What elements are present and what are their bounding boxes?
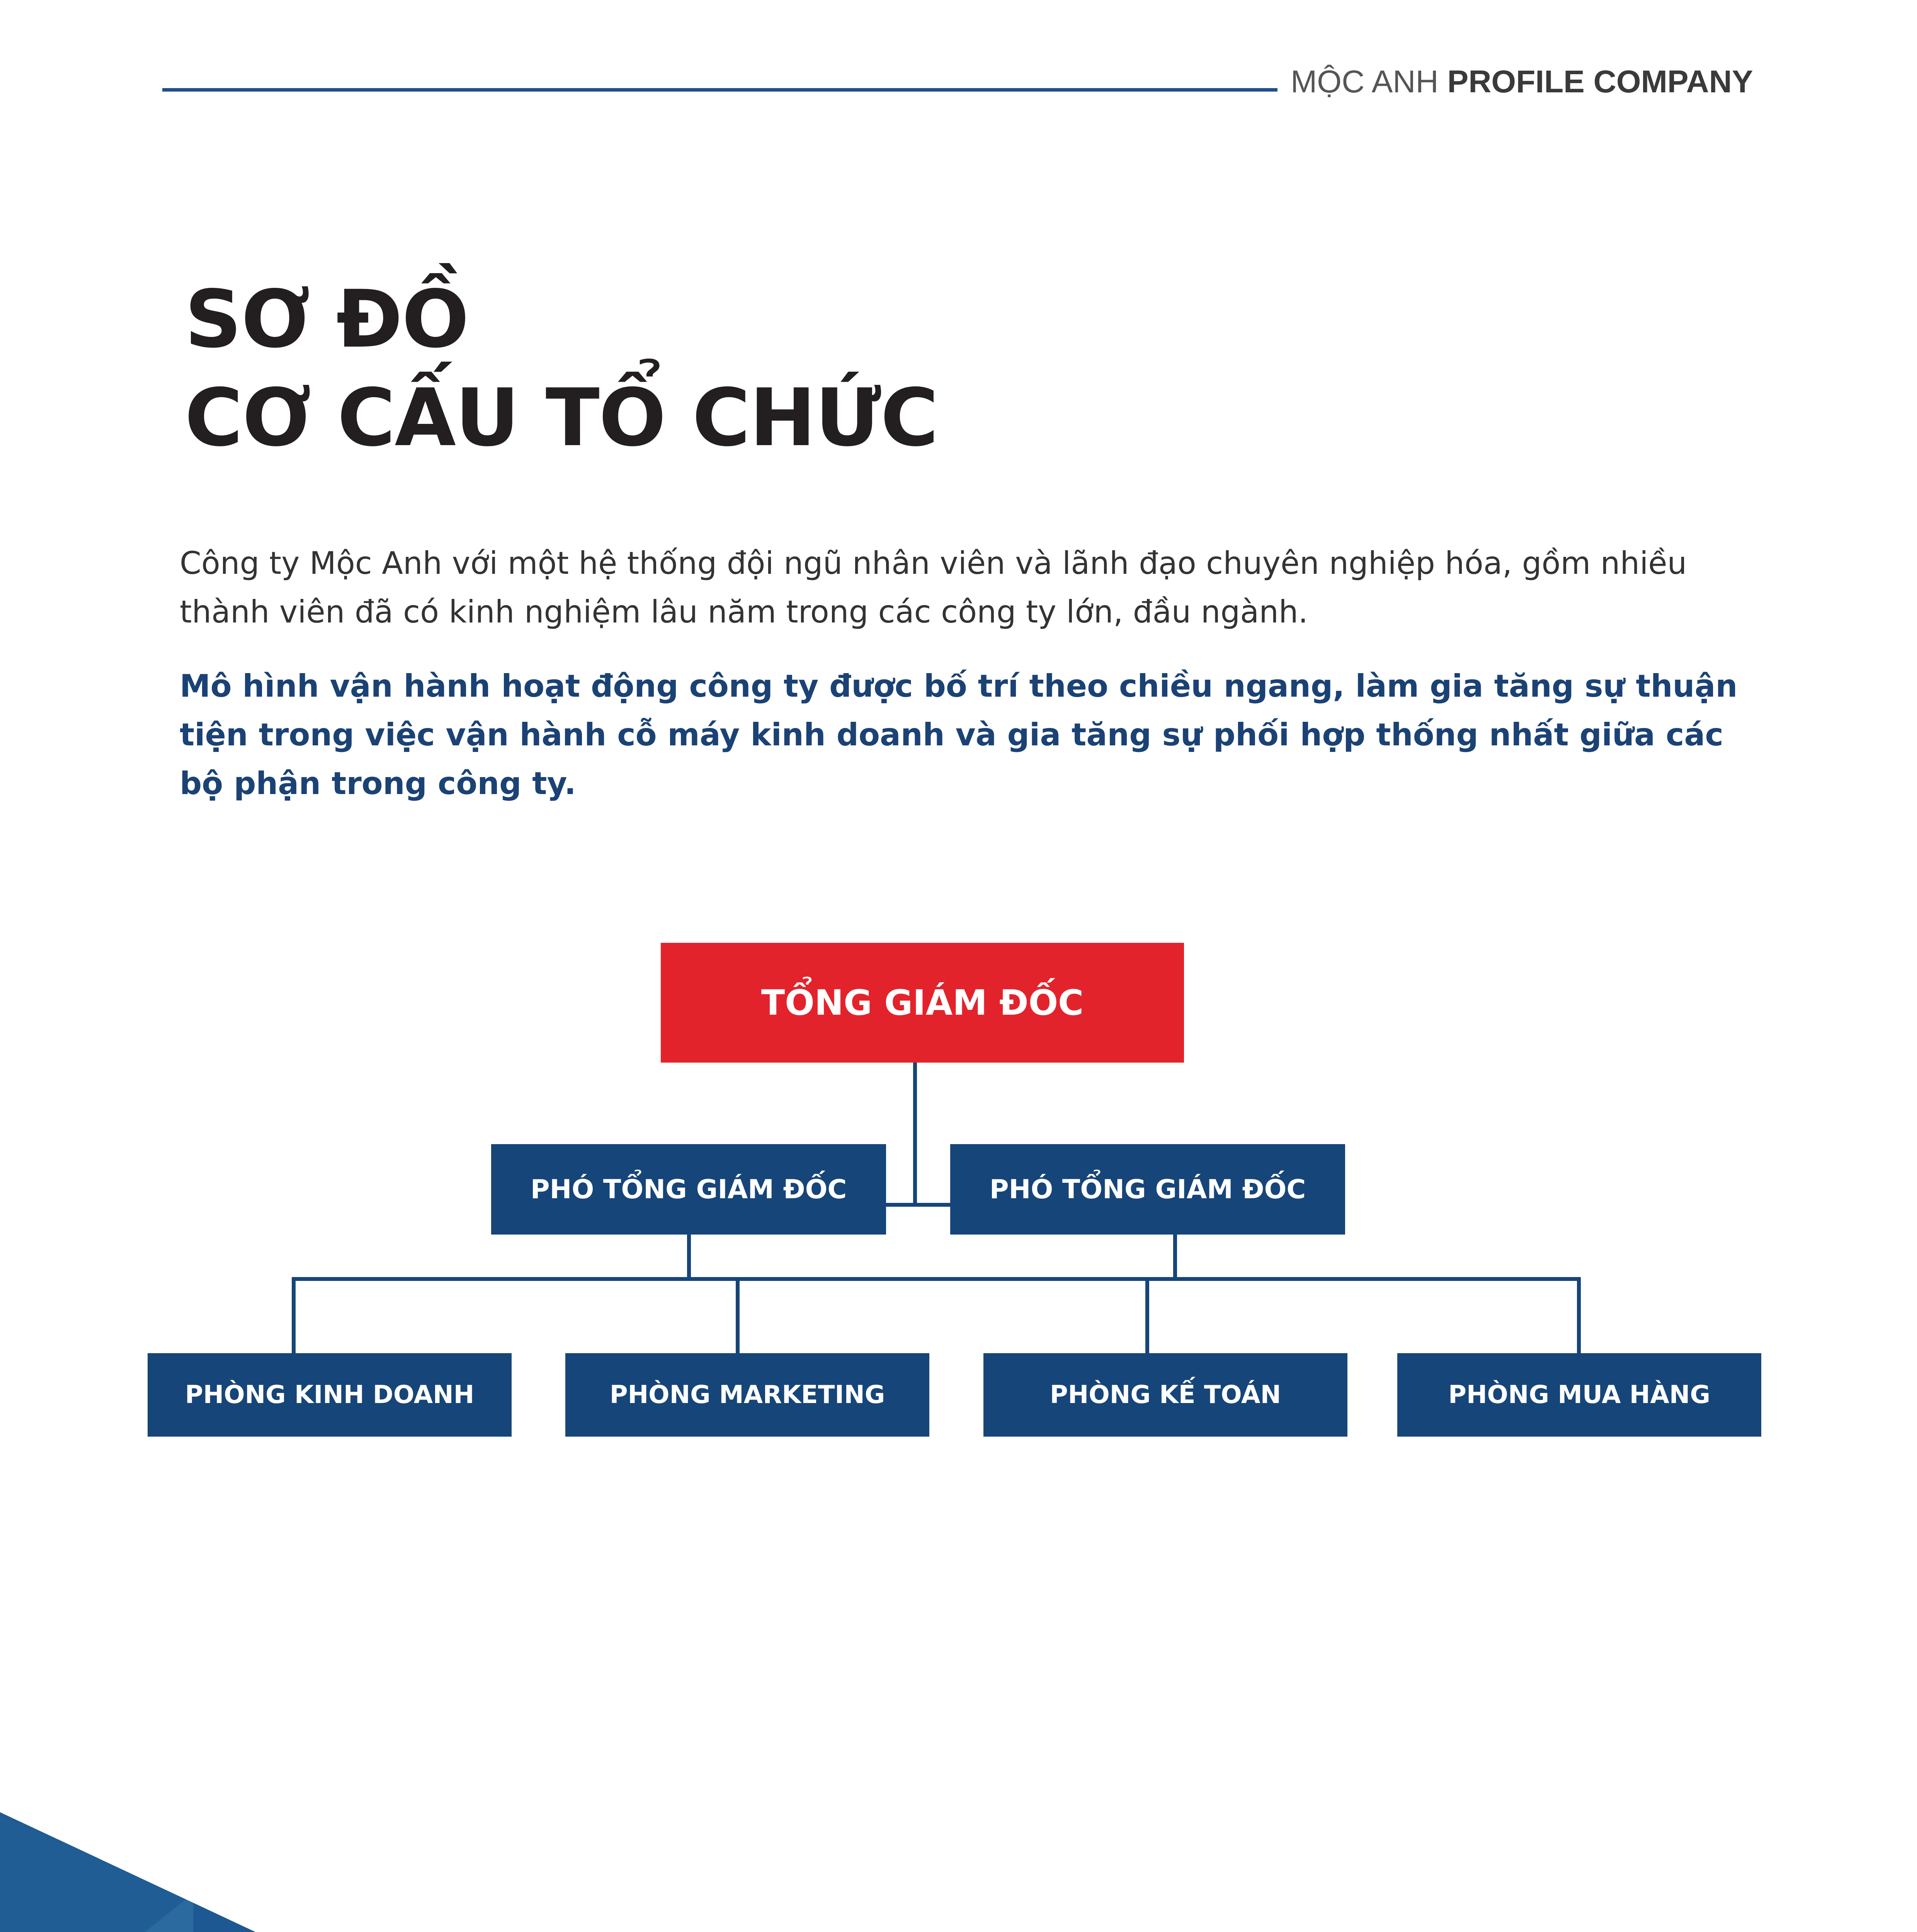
dept-label-purchasing: PHÒNG MUA HÀNG (1448, 1381, 1710, 1409)
dept-label-sales: PHÒNG KINH DOANH (185, 1381, 475, 1409)
brand-tagline: PROFILE COMPANY (1447, 64, 1753, 99)
ceo-label: TỔNG GIÁM ĐỐC (761, 982, 1084, 1023)
dept-label-marketing: PHÒNG MARKETING (609, 1381, 885, 1409)
brand-name: MỘC ANH (1291, 64, 1439, 99)
deputy-label-2: PHÓ TỔNG GIÁM ĐỐC (989, 1174, 1306, 1205)
page-title-line2: CƠ CẤU TỔ CHỨC (185, 372, 938, 464)
deputy-label-1: PHÓ TỔNG GIÁM ĐỐC (530, 1174, 847, 1205)
dept-label-accounting: PHÒNG KẾ TOÁN (1050, 1381, 1281, 1409)
intro-highlight: Mô hình vận hành hoạt động công ty được bố trí theo chiều ngang, làm gia tăng sự thuận tiện trong việc vận hành cỗ máy kinh doanh và gia tăng sự phối hợp thống nhất giữa các bộ phận trong công ty. (180, 668, 1738, 801)
page-title-line1: SƠ ĐỒ (185, 274, 469, 366)
intro-paragraph: Công ty Mộc Anh với một hệ thống đội ngũ nhân viên và lãnh đạo chuyên nghiệp hóa, gồm nhiều thành viên đã có kinh nghiệm lâu năm trong các công ty lớn, đầu ngành. (180, 545, 1687, 630)
